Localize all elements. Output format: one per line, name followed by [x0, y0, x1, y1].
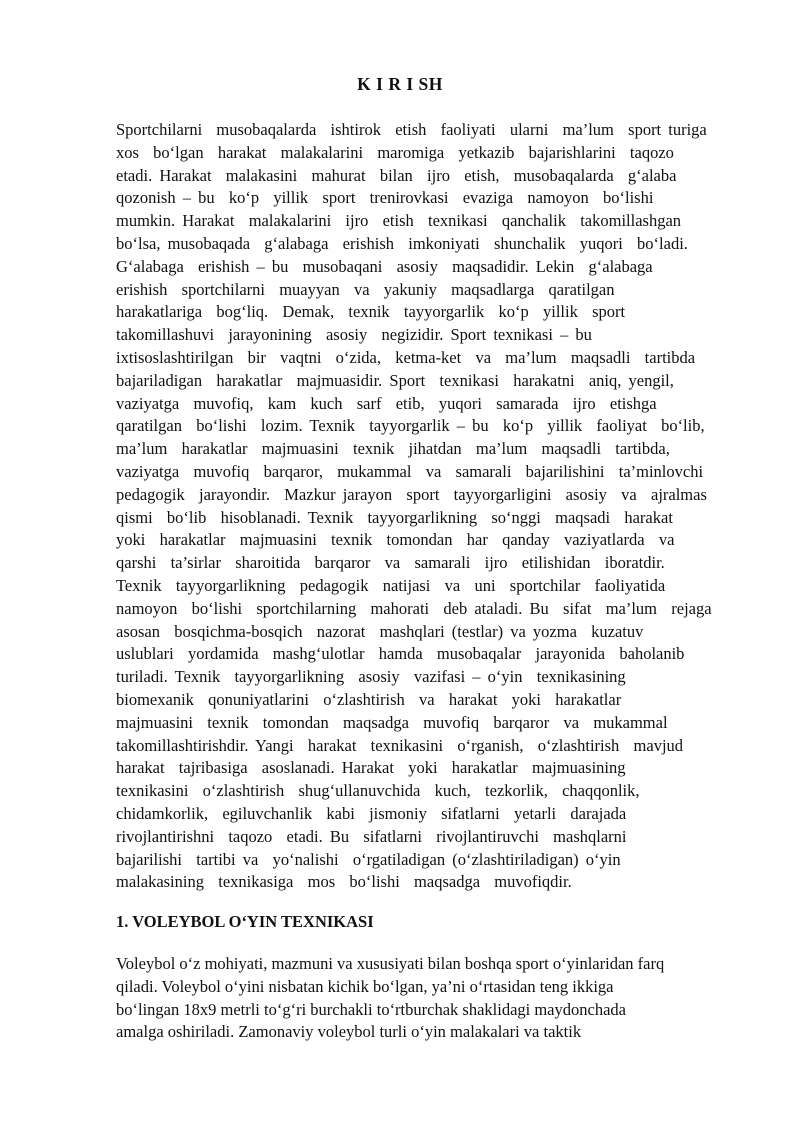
- intro-line: ma’lum harakatlar majmuasini texnik jihatdan ma’lum maqsadli tartibda,: [116, 439, 670, 459]
- intro-line: majmuasini texnik tomondan maqsadga muvofiq barqaror va mukammal: [116, 712, 668, 732]
- page-title: K I R I SH: [357, 74, 443, 94]
- intro-line: erishish sportchilarni muayyan va yakuniy maqsadlarga qaratilgan: [116, 279, 615, 299]
- intro-line: yoki harakatlar majmuasini texnik tomondan har qanday vaziyatlarda va: [116, 530, 675, 550]
- section-line: qiladi. Voleybol o‘yini nisbatan kichik bo‘lgan, ya’ni o‘rtasidan teng ikkiga: [116, 976, 614, 996]
- intro-line: bajarilishi tartibi va yo‘nalishi o‘rgatiladigan (o‘zlashtiriladigan) o‘yin: [116, 849, 621, 869]
- section-line: bo‘lingan 18x9 metrli to‘g‘ri burchakli to‘rtburchak shaklidagi maydonchada: [116, 999, 626, 1019]
- intro-line: harakat tajribasiga asoslanadi. Harakat yoki harakatlar majmuasining: [116, 758, 626, 778]
- intro-line: takomillashtirishdir. Yangi harakat texnikasini o‘rganish, o‘zlashtirish mavjud: [116, 735, 684, 755]
- section-line: amalga oshiriladi. Zamonaviy voleybol turli o‘yin malakalari va taktik: [116, 1022, 582, 1042]
- section-line: Voleybol o‘z mohiyati, mazmuni va xususiyati bilan boshqa sport o‘yinlaridan farq: [116, 954, 665, 973]
- intro-line: texnikasini o‘zlashtirish shug‘ullanuvchida kuch, tezkorlik, chaqqonlik,: [116, 781, 640, 801]
- section-paragraph: [116, 953, 756, 1044]
- intro-line: mumkin. Harakat malakalarini ijro etish texnikasi qanchalik takomillashgan: [116, 211, 682, 231]
- intro-line: qaratilgan bo‘lishi lozim. Texnik tayyorgarlik – bu ko‘p yillik faoliyat bo‘lib,: [116, 416, 705, 436]
- intro-line: chidamkorlik, egiluvchanlik kabi jismoniy sifatlarni yetarli darajada: [116, 803, 627, 823]
- intro-line: vaziyatga muvofiq barqaror, mukammal va samarali bajarilishini ta’minlovchi: [116, 461, 704, 481]
- intro-line: bo‘lsa, musobaqada g‘alabaga erishish imkoniyati shunchalik yuqori bo‘ladi.: [116, 233, 688, 253]
- intro-line: malakasining texnikasiga mos bo‘lishi maqsadga muvofiqdir.: [116, 872, 572, 892]
- section-heading: 1. VOLEYBOL O‘YIN TEXNIKASI: [116, 912, 374, 931]
- intro-line: ixtisoslashtirilgan bir vaqtni o‘zida, ketma-ket va ma’lum maqsadli tartibda: [116, 347, 696, 367]
- intro-line: Sportchilarni musobaqalarda ishtirok etish faoliyati ularni ma’lum sport turiga: [116, 120, 707, 139]
- intro-line: takomillashuvi jarayonining asosiy negizidir. Sport texnikasi – bu: [116, 325, 592, 345]
- intro-line: qarshi ta’sirlar sharoitida barqaror va samarali ijro etilishidan iboratdir.: [116, 553, 665, 573]
- intro-line: etadi. Harakat malakasini mahurat bilan ijro etish, musobaqalarda g‘alaba: [116, 165, 677, 185]
- intro-line: namoyon bo‘lishi sportchilarning mahorati deb ataladi. Bu sifat ma’lum rejaga: [116, 598, 712, 618]
- intro-line: G‘alabaga erishish – bu musobaqani asosiy maqsadidir. Lekin g‘alabaga: [116, 256, 653, 276]
- intro-line: qozonish – bu ko‘p yillik sport trenirovkasi evaziga namoyon bo‘lishi: [116, 188, 654, 208]
- intro-line: biomexanik qonuniyatlarini o‘zlashtirish va harakat yoki harakatlar: [116, 689, 622, 709]
- intro-line: bajariladigan harakatlar majmuasidir. Sport texnikasi harakatni aniq, yengil,: [116, 370, 674, 390]
- intro-line: xos bo‘lgan harakat malakalarini maromiga yetkazib bajarishlarini taqozo: [116, 142, 674, 162]
- intro-line: pedagogik jarayondir. Mazkur jarayon sport tayyorgarligini asosiy va ajralmas: [116, 484, 707, 504]
- intro-line: harakatlariga bog‘liq. Demak, texnik tayyorgarlik ko‘p yillik sport: [116, 302, 626, 322]
- intro-line: qismi bo‘lib hisoblanadi. Texnik tayyorgarlikning so‘nggi maqsadi harakat: [116, 507, 673, 527]
- intro-line: Texnik tayyorgarlikning pedagogik natijasi va uni sportchilar faoliyatida: [116, 575, 666, 595]
- intro-line: turiladi. Texnik tayyorgarlikning asosiy vazifasi – o‘yin texnikasining: [116, 667, 626, 687]
- intro-line: asosan bosqichma-bosqich nazorat mashqlari (testlar) va yozma kuzatuv: [116, 621, 644, 641]
- intro-line: uslublari yordamida mashg‘ulotlar hamda musobaqalar jarayonida baholanib: [116, 644, 685, 664]
- intro-paragraph: [116, 119, 746, 894]
- intro-line: rivojlantirishni taqozo etadi. Bu sifatlarni rivojlantiruvchi mashqlarni: [116, 826, 627, 846]
- intro-line: vaziyatga muvofiq, kam kuch sarf etib, yuqori samarada ijro etishga: [116, 393, 657, 413]
